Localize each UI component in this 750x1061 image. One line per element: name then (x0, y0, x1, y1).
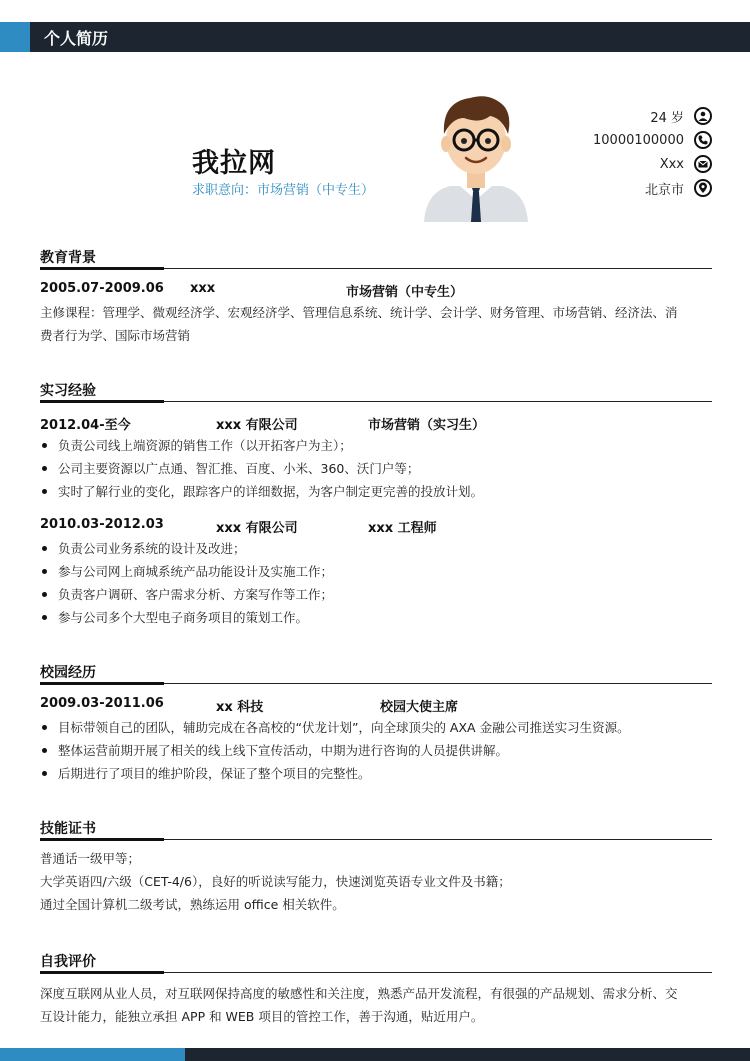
section-title: 实习经验 (40, 383, 96, 399)
skill-line: 通过全国计算机二级考试，熟练运用 office 相关软件。 (40, 897, 345, 912)
education-section (40, 247, 712, 347)
person-icon (694, 107, 712, 125)
section-header (40, 247, 712, 269)
page-title: 个人简历 (44, 29, 109, 48)
section-header (40, 662, 712, 684)
section-underline (40, 971, 164, 974)
entry-period: 2009.03-2011.06 (40, 696, 164, 711)
list-item: 参与公司网上商城系统产品功能设计及实施工作； (40, 560, 712, 583)
candidate-name: 我拉网 (192, 148, 276, 179)
entry-header (40, 515, 712, 537)
entry-header (40, 694, 712, 716)
age-text: 24 岁 (650, 110, 684, 126)
entry-header (40, 279, 712, 301)
footer-bar (0, 1048, 750, 1061)
skill-line: 普通话一级甲等； (40, 851, 141, 866)
section-title: 自我评价 (40, 954, 96, 970)
list-item: 目标带领自己的团队，辅助完成在各高校的“伏龙计划”，向全球顶尖的 AXA 金融公司推送实习生资源。 (40, 716, 712, 739)
entry-org: xx 科技 (216, 700, 264, 715)
self-eval-section (40, 951, 712, 1028)
list-item: 参与公司多个大型电子商务项目的策划工作。 (40, 606, 712, 629)
internship-section (40, 380, 712, 629)
entry-period: 2005.07-2009.06 (40, 281, 164, 296)
entry-school: xxx (190, 281, 216, 296)
eval-line: 深度互联网从业人员，对互联网保持高度的敏感性和关注度，熟悉产品开发流程，有很强的产品规划、需求分析、交 (40, 986, 678, 1001)
contact-email (532, 152, 712, 176)
courses-line: 费者行为学、国际市场营销 (40, 328, 191, 343)
list-item: 负责公司线上端资源的销售工作（以开拓客户为主）； (40, 434, 712, 457)
phone-icon (694, 131, 712, 149)
duty-list (40, 716, 712, 785)
contact-block (532, 104, 712, 200)
job-intent: 求职意向：市场营销（中专生） (192, 183, 375, 198)
entry-major: 市场营销（中专生） (346, 285, 464, 300)
footer-accent (0, 1048, 185, 1061)
contact-location (532, 176, 712, 200)
section-title: 技能证书 (40, 821, 96, 837)
entry-company: xxx 有限公司 (216, 521, 298, 536)
section-underline (40, 838, 164, 841)
campus-section (40, 662, 712, 785)
skill-line: 大学英语四/六级（CET-4/6），良好的听说读写能力，快速浏览英语专业文件及书籍； (40, 874, 511, 889)
email-text: Xxx (659, 156, 684, 172)
section-header (40, 951, 712, 973)
entry-role: xxx 工程师 (368, 521, 437, 536)
section-underline (40, 682, 164, 685)
eval-line: 互设计能力，能独立承担 APP 和 WEB 项目的管控工作，善于沟通，贴近用户。 (40, 1009, 484, 1024)
list-item: 整体运营前期开展了相关的线上线下宣传活动，中期为进行咨询的人员提供讲解。 (40, 739, 712, 762)
location-pin-icon (694, 179, 712, 197)
location-text: 北京市 (644, 182, 684, 198)
list-item: 公司主要资源以广点通、智汇推、百度、小米、360、沃门户等； (40, 457, 712, 480)
entry-period: 2012.04-至今 (40, 418, 131, 433)
skills-section (40, 818, 712, 916)
entry-period: 2010.03-2012.03 (40, 517, 164, 532)
list-item: 后期进行了项目的维护阶段，保证了整个项目的完整性。 (40, 762, 712, 785)
list-item: 实时了解行业的变化，跟踪客户的详细数据，为客户制定更完善的投放计划。 (40, 480, 712, 503)
duty-list (40, 434, 712, 503)
list-item: 负责客户调研、客户需求分析、方案写作等工作； (40, 583, 712, 606)
contact-age (532, 104, 712, 128)
entry-company: xxx 有限公司 (216, 418, 298, 433)
entry-role: 市场营销（实习生） (368, 418, 486, 433)
list-item: 负责公司业务系统的设计及改进； (40, 537, 712, 560)
section-title: 教育背景 (40, 250, 96, 266)
header-bar (0, 22, 750, 52)
section-underline (40, 400, 164, 403)
entry-role: 校园大使主席 (380, 700, 459, 715)
duty-list (40, 537, 712, 629)
avatar (420, 88, 532, 222)
entry-header (40, 412, 712, 434)
phone-text: 10000100000 (593, 132, 684, 148)
mail-icon (694, 155, 712, 173)
section-header (40, 818, 712, 840)
courses-line: 主修课程：管理学、微观经济学、宏观经济学、管理信息系统、统计学、会计学、财务管理、市场营销、经济法、消 (40, 305, 678, 320)
contact-phone (532, 128, 712, 152)
section-title: 校园经历 (40, 665, 96, 681)
header-accent (0, 22, 30, 52)
section-underline (40, 267, 164, 270)
section-header (40, 380, 712, 402)
